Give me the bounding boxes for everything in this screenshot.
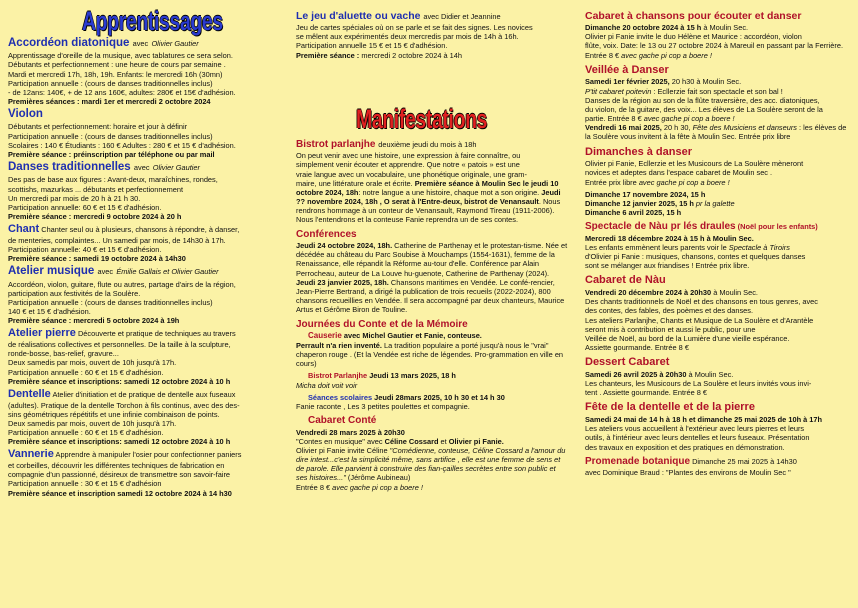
veillee-heading: Veillée à Danser [585,63,669,76]
section-danses: Danses traditionnelles avec Olivier Gautier Des pas de base aux figures : Avant-deux, maraîchines, rondes, scottishs, mazurkas ... débutants et perfectionnement Un mercredi par mois de 20 h à 21 h 30. Participation annuelle: 60 € et 15 € d'adhésion. Première séance : mercredi 9 octobre 2024 à 20 h [8,161,218,222]
section-vannerie: Vannerie Apprendre à manipuler l'osier pour confectionner paniers et corbeilles, découvrir les différentes techniques de fabrication en compagnie d'un passionné, désireux de transmettre son savoir-faire Participation annuelle : 30 € et 15 € d'adhésion Première séance et inscription samedi 12 octobre 2024 à 14 h30 [8,448,242,498]
atelier-musique-heading: Atelier musique [8,265,95,278]
vannerie-first-session: Première séance et inscription samedi 12 octobre 2024 à 14 h30 [8,488,232,498]
journees-heading: Journées du Conte et de la Mémoire [296,318,468,330]
cabaret-nau-heading: Cabaret de Nàu [585,274,666,287]
atelier-pierre-first-session: Première séance et inscriptions: samedi 12 octobre 2024 à 10 h [8,376,231,386]
dentelle-heading: Dentelle [8,387,51,400]
atelier-pierre-heading: Atelier pierre [8,327,76,340]
column-events [585,4,851,606]
section-cabaret-chansons: Cabaret à chansons pour écouter et danser Dimanche 20 octobre 2024 à 15 h à Moulin Sec. Olivier pi Fanie invite le duo Hélène et Maurice : accordéon, violon flûte, voix. Date: le 13 ou 27 octobre 2024 à Mareuil en passant par la Ferrière. Entrée 8 € avec gache pi cop a boere ! [585,10,851,60]
section-alouette: Le jeu d'aluette ou vache avec Didier et Jeannine Jeu de cartes spéciales où on se parle et se fait des signes. Les novices se mêlent aux expérimentés deux mercredis par mois de 14h à 16h. Participation annuelle 15 € et 15 € d'adhésion. Première séance : mercredi 2 octobre 2024 à 14h [296,10,533,60]
conferences-heading: Conférences [296,228,357,240]
section-cabaret-nau: Cabaret de Nàu Vendredi 20 décembre 2024 à 20h30 à Moulin Sec. Des chants traditionnels de Noël et des chansons en tous genres, avec des contes, des fables, des poèmes et des danses. Les ateliers Parlanjhe, Chants et Musique de La Soulère et d'Arantèle seront mis à contribution et aussi le public, pour une Veillée de Noël, au bord de la Lumière d'une vieille espérance. Assiette gourmande. Entrée 8 € [585,274,851,352]
chant-first-session: Première séance : samedi 19 octobre 2024 à 14h30 [8,254,186,264]
cabaret-conte-heading: Cabaret Conté [308,415,377,427]
section-accordeon: Accordéon diatonique avec Olivier Gautier Apprentissage d'oreille de la musique, avec tablatures ce sera selon. Débutants et perfectionnement : une heure de cours par semaine . Mardi et mercredi 17h, 18h, 19h. Enfants: le mercredi 16h (30mn) Participation annuelle : (cours de danses traditionnelles inclus) - de 12ans: 140€, + de 12 ans 160€, adultes: 280€ et 15€ d'adhésion. Premières séances : mardi 1er et mercredi 2 octobre 2024 [8,37,236,107]
section-dessert: Dessert Cabaret Samedi 26 avril 2025 à 20h30 à Moulin Sec. Les chanteurs, les Musicours de La Soulère et leurs invités vous invi- tent . Assiette gourmande. Entrée 8 € [585,356,851,397]
alouette-heading: Le jeu d'aluette ou vache [296,10,421,22]
section-spectacle: Spectacle de Nàu pr lés draules (Noël pour les enfants) Mercredi 18 décembre 2024 à 15 h à Moulin Sec. Les enfants emmènent leurs parents voir le Spectacle à Tiroirs d'Olivier pi Fanie : musiques, chansons, contes et quelques danses sont se mélanger aux friandises ! Entrée prix libre. [585,221,818,271]
atelier-musique-first-session: Première séance : mercredi 5 octobre 2024 à 19h [8,316,180,326]
dimanches-heading: Dimanches à danser [585,145,692,158]
section-veillee: Veillée à Danser Samedi 1er février 2025, 20 h30 à Moulin Sec. P'tit cabaret poitevin : Ecllerzie fait son spectacle et son bal ! Danses de la région au son de la flûte traversière, des acc. diatoniques, du violon, de la guitare, des voix... Les élèves de La Soulère seront de la partie. Entrée 8 € avec gache pi cop a boere ! Vendredi 16 mai 2025, 20 h 30, Fête des Musiciens et danseurs : les élèves de la Soulère vous invitent à la fête à Moulin Sec. Entrée prix libre [585,64,851,142]
dessert-heading: Dessert Cabaret [585,356,670,369]
section-dentelle: Dentelle Atelier d'initiation et de pratique de dentelle aux fuseaux (adultes). Pratique de la dentelle Torchon à fils continus, avec des des- sins géométriques répétitifs et une infinie combinaison de points. Deux samedis par mois, ouvert de 10h jusqu'à 17h. Participation annuelle : 60 € et 15 € d'adhésion. Première séance et inscriptions: samedi 12 octobre 2024 à 10 h [8,387,240,447]
promenade-heading: Promenade botanique [585,455,691,467]
section-cabaret-conte: Cabaret Conté Vendredi 28 mars 2025 à 20h30 "Contes en musique" avec Céline Cossard et Olivier pi Fanie. Olivier pi Fanie invite Céline "Comédienne, conteuse, Céline Cossard a l'amour du dire intest...c'est la simplicité même, sans artifice , elle est une femme de sens et de parole. Elle parvient à construire des fian-çailles secrètes entre son public et ses histoires..." (Jérôme Aubineau) Entrée 8 € avec gache pi cop a boere ! [296,415,568,492]
fete-heading: Fête de la dentelle et de la pierre [585,401,755,414]
accordeon-teacher: Olivier Gautier [151,39,199,48]
accordeon-heading: Accordéon diatonique [8,37,130,49]
section-promenade: Promenade botanique Dimanche 25 mai 2025 à 14h30 avec Dominique Braud : "Plantes des environs de Moulin Sec " [585,455,797,478]
section-atelier-musique: Atelier musique avec Émilie Gallais et Olivier Gautier Accordéon, violon, guitare, flute ou autres, partage d'airs de la région, participation aux festivités de la Soulère. Participation annuelle : (cours de danses traditionnelles inclus) 140 € et 15 € d'adhésion. Première séance : mercredi 5 octobre 2024 à 19h [8,265,236,326]
section-fete: Fête de la dentelle et de la pierre Samedi 24 mai de 14 h à 18 h et dimanche 25 mai 2025 de 10h à 17h Les ateliers vous accueillent à l'extérieur avec leurs pierres et leurs outils, à l'intérieur avec leurs dentelles et leurs fuseaux. Présentation des travaux en exposition et des pratiques en démonstration. [585,401,851,451]
cabaret-chansons-heading: Cabaret à chansons pour écouter et danser [585,10,802,22]
bistrot-heading: Bistrot parlanjhe [296,138,376,150]
chant-heading: Chant [8,223,40,236]
manifestations-title: Manifestations [356,103,488,134]
section-conferences: Conférences Jeudi 24 octobre 2024, 18h. Catherine de Parthenay et le protestan-tisme. Née et décédée au château du Parc Soubise à Mouchamps (1554-1631), femme de la Renaissance, elle répandit la Réforme au-tour d'elle. Conférence par Alain Perrocheau, auteur de La Louve hu-guenote, Catherine de Parthenay (2024). Jeudi 23 janvier 2025, 18h. Chansons maritimes en Vendée. Le confé-rencier, Jean-Pierre Bertrand, a dirigé la publication de trois recueils (2022-2024), 800 chansons recueillies en Vendée. Il sera accompagné par deux chanteurs, Maurice Artus et Gérôme Biron de Touline. [296,228,568,315]
column-apprentissages [8,4,283,606]
vannerie-heading: Vannerie [8,448,54,461]
section-journees: Journées du Conte et de la Mémoire Causerie avec Michel Gautier et Fanie, conteuse. Perrault n'a rien inventé. La tradition populaire a porté jusqu'à nous le "vrai" chaperon rouge . (Et la Vendée est riche de légendes. Pro-grammation en ville en cours) Bistrot Parlanjhe Jeudi 13 mars 2025, 18 h Micha doit voit voir Séances scolaires Jeudi 28mars 2025, 10 h 30 et 14 h 30 Fanie raconte , Les 3 petites poulettes et compagnie. [296,319,568,412]
accordeon-first-session: Premières séances : mardi 1er et mercredi 2 octobre 2024 [8,97,211,107]
section-atelier-pierre: Atelier pierre Découverte et pratique de techniques au travers de réalisations collectives et personnelles. De la taille à la sculpture, ronde-bosse, bas-relief, gravure... Deux samedis par mois, ouvert de 10h jusqu'à 17h. Participation annuelle : 60 € et 15 € d'adhésion. Première séance et inscriptions: samedi 12 octobre 2024 à 10 h [8,327,236,386]
section-bistrot: Bistrot parlanjhe deuxième jeudi du mois à 18h On peut venir avec une histoire, une expression à faire connaître, ou simplement venir écouter et apprendre. Que notre « patois » est une vraie langue avec un vocabulaire, une phonétique originale, une gram- maire, une littérature orale et écrite. Première séance à Moulin Sec le jeudi 10 octobre 2024, 18h: notre langue a une histoire, chaque mot a son origine. Jeudi ?? novembre 2024, 18h , O serat à l'Entre-deux, bistrot de Venansault. Nous rendrons hommage à un conteur de Venansault, Raymond Tireau (1911-2006). Nous l'entendrons et la conteuse Fanie reprendra un de ses contes. [296,138,561,225]
violon-first-session: Première séance : préinscription par téléphone ou par mail [8,149,215,159]
section-violon: Violon Débutants et perfectionnement: horaire et jour à définir Participation annuelle : (cours de danses traditionnelles inclus) Scolaires : 140 € Étudiants : 160 € Adultes : 280 € et 15 € d'adhésion. Première séance : préinscription par téléphone ou par mail [8,108,283,159]
section-chant: Chant Chanter seul ou à plusieurs, chansons à répondre, à danser, de menteries, complaintes... Un samedi par mois, de 14h30 à 17h. Participation annuelle: 40 € et 15 € d'adhésion. Première séance : samedi 19 octobre 2024 à 14h30 [8,223,240,264]
apprentissages-title: Apprentissages [82,6,223,36]
dentelle-first-session: Première séance et inscriptions: samedi 12 octobre 2024 à 10 h [8,437,231,447]
spectacle-heading: Spectacle de Nàu pr lés draules [585,221,736,233]
column-manifestations [296,4,568,606]
violon-heading: Violon [8,108,43,121]
danses-heading: Danses traditionnelles [8,161,131,174]
danses-first-session: Première séance : mercredi 9 octobre 2024 à 20 h [8,212,182,222]
section-dimanches: Dimanches à danser Olivier pi Fanie, Ecllerzie et les Musicours de La Soulère mèneront novices et adeptes dans l'espace cabaret de Moulin sec . Entrée prix libre avec gache pi cop a boere ! Dimanche 17 novembre 2024, 15 h Dimanche 12 janvier 2025, 15 h pr la galette Dimanche 6 avril 2025, 15 h [585,146,851,218]
